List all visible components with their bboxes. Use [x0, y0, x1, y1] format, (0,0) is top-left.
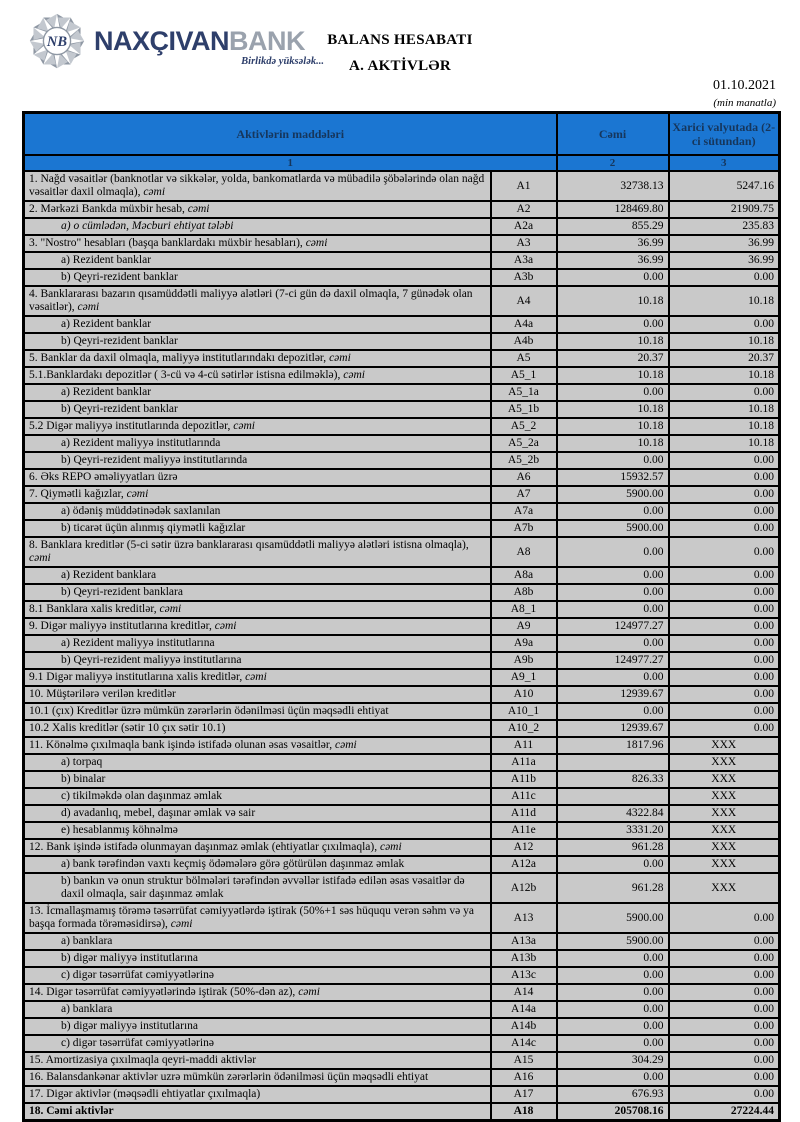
row-fx-value: 0.00: [669, 635, 780, 652]
row-label: 3. "Nostro" hesabları (başqa banklardakı müxbir hesabları), cəmi: [24, 235, 491, 252]
column-number-3: 3: [669, 155, 780, 171]
row-label: 5.1.Banklardakı depozitlər ( 3-cü və 4-cü sətirlər istisna edilməklə), cəmi: [24, 367, 491, 384]
row-label: 14. Digər təsərrüfat cəmiyyətlərində iştirak (50%-dən az), cəmi: [24, 984, 491, 1001]
row-label: b) ticarət üçün alınmış qiymətli kağızlar: [24, 520, 491, 537]
row-fx-value: 0.00: [669, 1069, 780, 1086]
row-total-value: [557, 754, 669, 771]
row-code: A11b: [491, 771, 557, 788]
table-row: [24, 771, 780, 788]
row-fx-value: 10.18: [669, 286, 780, 316]
column-header-total: Cəmi: [557, 113, 669, 156]
row-total-value: 0.00: [557, 384, 669, 401]
row-code: A14b: [491, 1018, 557, 1035]
table-row: [24, 435, 780, 452]
row-code: A10_1: [491, 703, 557, 720]
row-code: A10: [491, 686, 557, 703]
row-code: A5_1b: [491, 401, 557, 418]
row-total-value: 10.18: [557, 333, 669, 350]
row-code: A4b: [491, 333, 557, 350]
row-fx-value: 0.00: [669, 601, 780, 618]
row-label-italic-suffix: cəmi: [184, 203, 210, 215]
row-fx-value: 0.00: [669, 537, 780, 567]
row-code: A7: [491, 486, 557, 503]
row-code: A9b: [491, 652, 557, 669]
table-row: [24, 737, 780, 754]
row-label: 9. Digər maliyyə institutlarına kreditlər, cəmi: [24, 618, 491, 635]
row-fx-value: 0.00: [669, 1018, 780, 1035]
table-row: [24, 235, 780, 252]
row-label: b) Qeyri-rezident banklar: [24, 269, 491, 286]
row-code: A15: [491, 1052, 557, 1069]
table-row: [24, 350, 780, 367]
row-code: A3: [491, 235, 557, 252]
table-row: [24, 669, 780, 686]
row-label: a) o cümlədən, Məcburi ehtiyat tələbi: [24, 218, 491, 235]
row-label-italic-suffix: cəmi: [74, 301, 100, 313]
row-total-value: 0.00: [557, 703, 669, 720]
row-label-italic-suffix: cəmi: [167, 918, 193, 930]
table-row: [24, 856, 780, 873]
row-total-value: 0.00: [557, 537, 669, 567]
row-total-value: 36.99: [557, 235, 669, 252]
row-code: A16: [491, 1069, 557, 1086]
row-fx-value: XXX: [669, 788, 780, 805]
table-row: [24, 1001, 780, 1018]
row-total-value: 5900.00: [557, 520, 669, 537]
row-total-value: 0.00: [557, 984, 669, 1001]
row-label: d) avadanlıq, mebel, daşınar əmlak və sair: [24, 805, 491, 822]
row-total-value: 1817.96: [557, 737, 669, 754]
row-total-value: 12939.67: [557, 720, 669, 737]
table-row: [24, 839, 780, 856]
row-label-italic-suffix: cəmi: [326, 352, 351, 364]
row-code: A9_1: [491, 669, 557, 686]
row-total-value: 128469.80: [557, 201, 669, 218]
row-total-value: 5900.00: [557, 903, 669, 933]
row-code: A3a: [491, 252, 557, 269]
report-subtitle: A. AKTİVLƏR: [349, 58, 451, 74]
row-fx-value: 235.83: [669, 218, 780, 235]
row-total-value: 15932.57: [557, 469, 669, 486]
table-row: [24, 316, 780, 333]
table-row: [24, 1086, 780, 1103]
row-fx-value: 10.18: [669, 418, 780, 435]
row-total-value: 36.99: [557, 252, 669, 269]
row-total-value: 10.18: [557, 435, 669, 452]
row-fx-value: XXX: [669, 771, 780, 788]
table-row: [24, 537, 780, 567]
table-row: [24, 201, 780, 218]
row-total-value: 826.33: [557, 771, 669, 788]
row-label: a) torpaq: [24, 754, 491, 771]
row-code: A11a: [491, 754, 557, 771]
row-code: A5: [491, 350, 557, 367]
table-row: [24, 401, 780, 418]
row-code: A14c: [491, 1035, 557, 1052]
row-label: b) Qeyri-rezident banklara: [24, 584, 491, 601]
table-row: [24, 984, 780, 1001]
row-label-italic-suffix: cəmi: [230, 420, 255, 432]
logo-name-secondary: BANK: [229, 26, 306, 56]
row-fx-value: 0.00: [669, 1001, 780, 1018]
row-total-value: 0.00: [557, 1001, 669, 1018]
row-fx-value: 36.99: [669, 252, 780, 269]
row-label: a) Rezident banklara: [24, 567, 491, 584]
row-fx-value: 0.00: [669, 933, 780, 950]
row-fx-value: 0.00: [669, 686, 780, 703]
row-total-value: 124977.27: [557, 652, 669, 669]
row-code: A13c: [491, 967, 557, 984]
row-label: 13. İcmallaşmamış törəmə təsərrüfat cəmiyyətlərdə iştirak (50%+1 səs hüququ verən səhm və ya başqa formada törəməsidirsə), cəmi: [24, 903, 491, 933]
row-code: A11e: [491, 822, 557, 839]
row-label-italic-suffix: cəmi: [340, 369, 365, 381]
row-label: a) Rezident maliyyə institutlarına: [24, 635, 491, 652]
row-code: A11d: [491, 805, 557, 822]
row-total-value: [557, 788, 669, 805]
row-label: b) Qeyri-rezident maliyyə institutlarına: [24, 652, 491, 669]
row-total-value: 3331.20: [557, 822, 669, 839]
row-label: a) banklara: [24, 933, 491, 950]
row-fx-value: 0.00: [669, 967, 780, 984]
table-row: [24, 822, 780, 839]
row-total-value: 0.00: [557, 1035, 669, 1052]
row-label: 15. Amortizasiya çıxılmaqla qeyri-maddi aktivlər: [24, 1052, 491, 1069]
row-code: A5_2: [491, 418, 557, 435]
row-code: A4a: [491, 316, 557, 333]
row-total-value: 0.00: [557, 669, 669, 686]
row-fx-value: 0.00: [669, 1035, 780, 1052]
row-code: A6: [491, 469, 557, 486]
row-label: b) binalar: [24, 771, 491, 788]
row-label: 8.1 Banklara xalis kreditlər, cəmi: [24, 601, 491, 618]
row-total-value: 32738.13: [557, 171, 669, 201]
table-row: [24, 171, 780, 201]
row-label: a) Rezident banklar: [24, 252, 491, 269]
row-label: 11. Könəlmə çıxılmaqla bank işində istifadə olunan əsas vəsaitlər, cəmi: [24, 737, 491, 754]
row-code: A4: [491, 286, 557, 316]
row-label-italic-suffix: cəmi: [332, 739, 357, 751]
row-total-value: 0.00: [557, 316, 669, 333]
table-row: [24, 903, 780, 933]
row-label: 1. Nağd vəsaitlər (banknotlar və sikkələr, yolda, bankomatlarda və mübadilə şöbələrində olan nağd vəsaitlər daxil olmaqla), cəmi: [24, 171, 491, 201]
table-row: [24, 269, 780, 286]
table-row: [24, 686, 780, 703]
row-label-italic-suffix: cəmi: [242, 671, 267, 683]
row-code: A5_2b: [491, 452, 557, 469]
row-code: A13: [491, 903, 557, 933]
row-fx-value: 5247.16: [669, 171, 780, 201]
table-row: [24, 384, 780, 401]
table-row: [24, 967, 780, 984]
column-header-assets: Aktivlərin maddələri: [24, 113, 557, 156]
row-label: 10. Müştərilərə verilən kreditlər: [24, 686, 491, 703]
row-label: b) bankın və onun struktur bölmələri tərəfindən əvvəllər istifadə edilən əsas vəsaitlər də daxil olmaqla, sair daşınmaz əmlak: [24, 873, 491, 903]
row-fx-value: 27224.44: [669, 1103, 780, 1121]
column-number-row: [24, 155, 780, 171]
row-fx-value: XXX: [669, 856, 780, 873]
row-total-value: 20.37: [557, 350, 669, 367]
row-label: 8. Banklara kreditlər (5-ci sətir üzrə banklararası qısamüddətli maliyyə alətləri istisna olmaqla), cəmi: [24, 537, 491, 567]
column-number-2: 2: [557, 155, 669, 171]
row-label-italic-suffix: cəmi: [123, 488, 149, 500]
row-label-italic-suffix: cəmi: [377, 841, 402, 853]
table-row: [24, 418, 780, 435]
balance-table: [22, 111, 781, 1122]
row-fx-value: 0.00: [669, 703, 780, 720]
row-code: A12: [491, 839, 557, 856]
table-row: [24, 252, 780, 269]
table-row: [24, 469, 780, 486]
row-label: 10.2 Xalis kreditlər (sətir 10 çıx sətir 10.1): [24, 720, 491, 737]
table-row: [24, 1035, 780, 1052]
table-row: [24, 520, 780, 537]
logo-name-primary: NAXÇIVAN: [94, 26, 230, 56]
row-label: b) Qeyri-rezident maliyyə institutlarında: [24, 452, 491, 469]
row-fx-value: 0.00: [669, 486, 780, 503]
row-total-value: 0.00: [557, 635, 669, 652]
row-code: A5_1a: [491, 384, 557, 401]
row-fx-value: 0.00: [669, 720, 780, 737]
row-label: a) Rezident maliyyə institutlarında: [24, 435, 491, 452]
row-fx-value: 0.00: [669, 384, 780, 401]
row-fx-value: XXX: [669, 873, 780, 903]
table-body: [24, 171, 780, 1121]
table-row: [24, 788, 780, 805]
row-code: A12a: [491, 856, 557, 873]
row-label: e) hesablanmış köhnəlmə: [24, 822, 491, 839]
row-label: b) digər maliyyə institutlarına: [24, 950, 491, 967]
logo-tagline: Birlikdə yüksələk...: [241, 56, 324, 67]
row-label-italic-suffix: cəmi: [295, 986, 320, 998]
header-row: [24, 113, 780, 156]
row-total-value: 5900.00: [557, 933, 669, 950]
row-label: 7. Qiymətli kağızlar, cəmi: [24, 486, 491, 503]
row-code: A5_2a: [491, 435, 557, 452]
row-fx-value: 0.00: [669, 584, 780, 601]
table-row: [24, 1018, 780, 1035]
row-label: b) digər maliyyə institutlarına: [24, 1018, 491, 1035]
row-code: A11: [491, 737, 557, 754]
row-label: 12. Bank işində istifadə olunmayan daşınmaz əmlak (ehtiyatlar çıxılmaqla), cəmi: [24, 839, 491, 856]
row-code: A1: [491, 171, 557, 201]
table-row: [24, 703, 780, 720]
table-header: [24, 113, 780, 172]
table-row: [24, 618, 780, 635]
row-code: A8a: [491, 567, 557, 584]
row-total-value: 676.93: [557, 1086, 669, 1103]
row-fx-value: 0.00: [669, 984, 780, 1001]
row-code: A8_1: [491, 601, 557, 618]
column-number-1: 1: [24, 155, 557, 171]
table-row: [24, 601, 780, 618]
table-row: [24, 1052, 780, 1069]
table-row: [24, 754, 780, 771]
row-fx-value: XXX: [669, 822, 780, 839]
row-label-italic-suffix: cəmi: [156, 603, 182, 615]
row-fx-value: 36.99: [669, 235, 780, 252]
column-header-fx: Xarici valyutada (2-ci sütundan): [669, 113, 780, 156]
row-fx-value: XXX: [669, 839, 780, 856]
row-total-value: 0.00: [557, 1069, 669, 1086]
row-label: a) banklara: [24, 1001, 491, 1018]
table-row: [24, 218, 780, 235]
row-total-value: 10.18: [557, 367, 669, 384]
row-label: 6. Əks REPO əməliyyatları üzrə: [24, 469, 491, 486]
table-row: [24, 367, 780, 384]
row-code: A8: [491, 537, 557, 567]
row-total-value: 961.28: [557, 873, 669, 903]
row-code: A13a: [491, 933, 557, 950]
row-fx-value: 10.18: [669, 401, 780, 418]
row-fx-value: 0.00: [669, 567, 780, 584]
table-row: [24, 567, 780, 584]
row-fx-value: XXX: [669, 805, 780, 822]
row-code: A13b: [491, 950, 557, 967]
row-fx-value: 0.00: [669, 316, 780, 333]
row-total-value: 205708.16: [557, 1103, 669, 1121]
row-fx-value: 0.00: [669, 269, 780, 286]
row-code: A2: [491, 201, 557, 218]
row-fx-value: 0.00: [669, 452, 780, 469]
row-total-value: 0.00: [557, 950, 669, 967]
row-label-italic-suffix: cəmi: [140, 186, 166, 198]
row-fx-value: 20.37: [669, 350, 780, 367]
row-fx-value: 0.00: [669, 520, 780, 537]
row-label: c) digər təsərrüfat cəmiyyətlərinə: [24, 967, 491, 984]
table-row: [24, 873, 780, 903]
row-total-value: 0.00: [557, 856, 669, 873]
row-total-value: 0.00: [557, 967, 669, 984]
row-total-value: 0.00: [557, 1018, 669, 1035]
row-label: b) Qeyri-rezident banklar: [24, 401, 491, 418]
row-label: 5. Banklar da daxil olmaqla, maliyyə institutlarındakı depozitlər, cəmi: [24, 350, 491, 367]
row-code: A10_2: [491, 720, 557, 737]
row-total-value: 0.00: [557, 452, 669, 469]
row-fx-value: 0.00: [669, 903, 780, 933]
row-label: a) Rezident banklar: [24, 384, 491, 401]
row-label: 4. Banklararası bazarın qısamüddətli maliyyə alətləri (7-ci gün də daxil olmaqla, 7 günədək olan vəsaitlər), cəmi: [24, 286, 491, 316]
row-label: 9.1 Digər maliyyə institutlarına xalis kreditlər, cəmi: [24, 669, 491, 686]
report-title: BALANS HESABATI: [327, 32, 473, 48]
row-code: A2a: [491, 218, 557, 235]
row-label-italic-suffix: cəmi: [211, 620, 237, 632]
row-total-value: 855.29: [557, 218, 669, 235]
row-label: a) ödəniş müddətinədək saxlanılan: [24, 503, 491, 520]
row-fx-value: 0.00: [669, 669, 780, 686]
row-total-value: 5900.00: [557, 486, 669, 503]
table-row: [24, 720, 780, 737]
row-total-value: 12939.67: [557, 686, 669, 703]
table-row: [24, 805, 780, 822]
table-row: [24, 1103, 780, 1121]
row-code: A7a: [491, 503, 557, 520]
table-row: [24, 333, 780, 350]
row-total-value: 10.18: [557, 286, 669, 316]
table-row: [24, 950, 780, 967]
row-fx-value: 0.00: [669, 1086, 780, 1103]
table-row: [24, 652, 780, 669]
row-label: 18. Cəmi aktivlər: [24, 1103, 491, 1121]
report-unit-note: (min manatla): [713, 97, 776, 109]
row-total-value: 4322.84: [557, 805, 669, 822]
row-fx-value: 10.18: [669, 435, 780, 452]
row-label: 5.2 Digər maliyyə institutlarında depozitlər, cəmi: [24, 418, 491, 435]
row-total-value: 0.00: [557, 601, 669, 618]
row-fx-value: 0.00: [669, 1052, 780, 1069]
table-row: [24, 452, 780, 469]
table-row: [24, 933, 780, 950]
row-label: c) digər təsərrüfat cəmiyyətlərinə: [24, 1035, 491, 1052]
row-code: A18: [491, 1103, 557, 1121]
row-total-value: 961.28: [557, 839, 669, 856]
row-code: A3b: [491, 269, 557, 286]
row-label: b) Qeyri-rezident banklar: [24, 333, 491, 350]
row-code: A5_1: [491, 367, 557, 384]
table-row: [24, 584, 780, 601]
row-total-value: 0.00: [557, 269, 669, 286]
nb-monogram: NB: [46, 33, 68, 50]
row-code: A11c: [491, 788, 557, 805]
row-code: A14a: [491, 1001, 557, 1018]
row-code: A17: [491, 1086, 557, 1103]
row-fx-value: 10.18: [669, 367, 780, 384]
row-code: A9a: [491, 635, 557, 652]
row-code: A12b: [491, 873, 557, 903]
row-total-value: 10.18: [557, 418, 669, 435]
row-code: A9: [491, 618, 557, 635]
row-fx-value: 0.00: [669, 469, 780, 486]
table-row: [24, 503, 780, 520]
row-fx-value: 0.00: [669, 618, 780, 635]
row-total-value: 304.29: [557, 1052, 669, 1069]
row-label: c) tikilməkdə olan daşınmaz əmlak: [24, 788, 491, 805]
row-fx-value: 0.00: [669, 950, 780, 967]
row-label: 2. Mərkəzi Bankda müxbir hesab, cəmi: [24, 201, 491, 218]
row-label: 16. Balansdankənar aktivlər uzrə mümkün zərərlərin ödənilməsi üçün məqsədli ehtiyat: [24, 1069, 491, 1086]
row-total-value: 0.00: [557, 567, 669, 584]
row-fx-value: XXX: [669, 737, 780, 754]
table-row: [24, 635, 780, 652]
row-fx-value: 21909.75: [669, 201, 780, 218]
row-total-value: 0.00: [557, 584, 669, 601]
row-label-italic-suffix: cəmi: [29, 552, 51, 564]
row-total-value: 10.18: [557, 401, 669, 418]
row-code: A8b: [491, 584, 557, 601]
row-fx-value: 0.00: [669, 503, 780, 520]
row-fx-value: 10.18: [669, 333, 780, 350]
row-label: a) Rezident banklar: [24, 316, 491, 333]
table-row: [24, 486, 780, 503]
row-label: 17. Digər aktivlər (məqsədli ehtiyatlar çıxılmaqla): [24, 1086, 491, 1103]
row-fx-value: 0.00: [669, 652, 780, 669]
report-date: 01.10.2021: [713, 78, 776, 93]
row-total-value: 124977.27: [557, 618, 669, 635]
table-row: [24, 1069, 780, 1086]
row-label-italic-suffix: cəmi: [302, 237, 328, 249]
row-total-value: 0.00: [557, 503, 669, 520]
row-fx-value: XXX: [669, 754, 780, 771]
row-label: 10.1 (çıx) Kreditlər üzrə mümkün zərərlərin ödənilməsi üçün məqsədli ehtiyat: [24, 703, 491, 720]
row-code: A14: [491, 984, 557, 1001]
row-code: A7b: [491, 520, 557, 537]
table-row: [24, 286, 780, 316]
row-label: a) bank tərəfindən vaxtı keçmiş ödəmələrə görə götürülən daşınmaz əmlak: [24, 856, 491, 873]
